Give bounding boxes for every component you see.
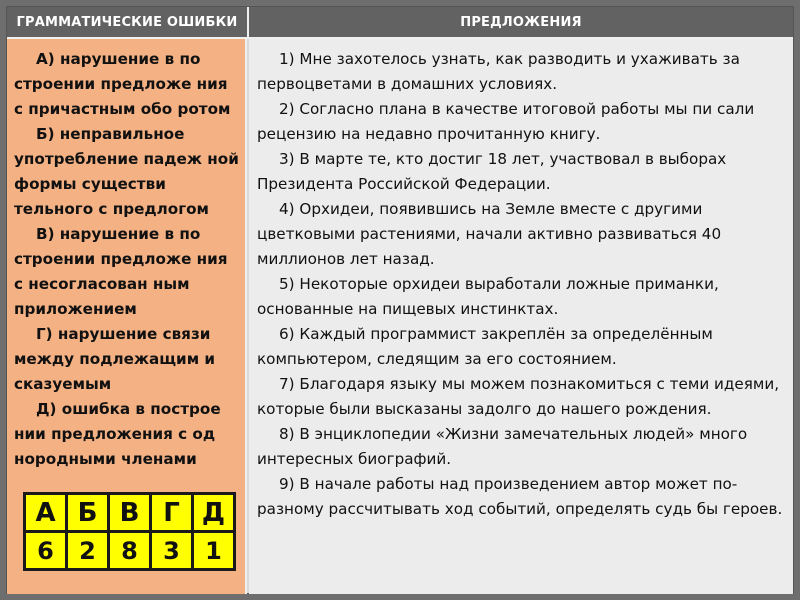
sentences-column [249, 39, 793, 594]
error-item-v: В) нарушение в по строении предложе ния с несогласован ным приложением [14, 225, 228, 318]
sentence-2: 2) Согласно плана в качестве итоговой работы мы пи сали рецензию на недавно прочитанную книгу. [257, 100, 755, 143]
error-item-g: Г) нарушение связи между подлежащим и сказуемым [14, 325, 216, 393]
sentence-9: 9) В начале работы над произведением автор может по-разному рассчитывать ход событий, определять судь бы героев. [257, 475, 783, 518]
sentence-4: 4) Орхидеи, появившись на Земле вместе с другими цветковыми растениями, начали активно развиваться 40 миллионов лет назад. [257, 200, 722, 268]
answer-table [23, 492, 236, 571]
table-header [7, 7, 793, 39]
error-item-d: Д) ошибка в построе нии предложения с од нородными членами [14, 400, 221, 468]
answer-letter-g: Г [151, 494, 193, 532]
answer-letter-v: В [109, 494, 151, 532]
answer-letter-a: А [25, 494, 67, 532]
sentence-8: 8) В энциклопедии «Жизни замечательных людей» много интересных биографий. [257, 425, 748, 468]
header-sentences: ПРЕДЛОЖЕНИЯ [460, 14, 582, 30]
answer-letter-b: Б [67, 494, 109, 532]
answer-digits-row [25, 532, 235, 570]
answer-digit-g: 3 [151, 532, 193, 570]
sentence-7: 7) Благодаря языку мы можем познакомиться с теми идеями, которые были высказаны задолго до нашего рождения. [257, 375, 780, 418]
answer-letter-d: Д [193, 494, 235, 532]
answer-letters-row [25, 494, 235, 532]
answer-digit-v: 8 [109, 532, 151, 570]
error-item-b: Б) неправильное употребление падеж ной формы существи тельного с предлогом [14, 125, 239, 218]
answer-digit-a: 6 [25, 532, 67, 570]
exercise-table [6, 6, 794, 594]
sentence-6: 6) Каждый программист закреплён за определённым компьютером, следящим за его состоянием. [257, 325, 713, 368]
sentence-1: 1) Мне захотелось узнать, как разводить и ухаживать за первоцветами в домашних условиях. [257, 50, 740, 93]
sentence-3: 3) В марте те, кто достиг 18 лет, участвовал в выборах Президента Российской Федерации. [257, 150, 727, 193]
error-item-a: А) нарушение в по строении предложе ния с причастным обо ротом [14, 50, 231, 118]
answer-digit-b: 2 [67, 532, 109, 570]
sentence-5: 5) Некоторые орхидеи выработали ложные приманки, основанные на пищевых инстинктах. [257, 275, 719, 318]
answer-digit-d: 1 [193, 532, 235, 570]
header-errors: ГРАММАТИЧЕСКИЕ ОШИБКИ [7, 7, 249, 37]
